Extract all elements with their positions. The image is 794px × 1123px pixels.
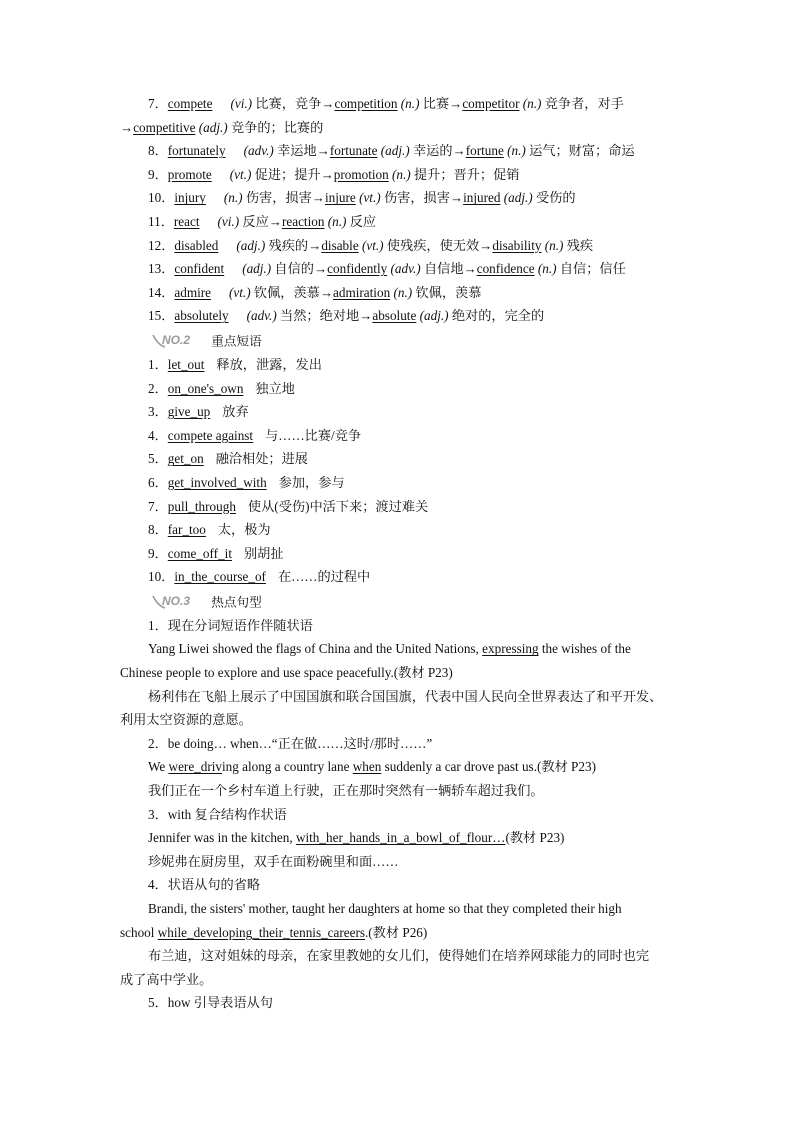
- derived-word: fortunate: [329, 143, 378, 159]
- part-of-speech: (adj.): [380, 143, 410, 159]
- phrase-meaning: 释放，泄露，发出: [216, 356, 322, 372]
- vocab-entry-continuation: [0, 116, 794, 140]
- meaning: 运气；财富；命运: [529, 143, 635, 159]
- vocab-entry: [0, 234, 794, 258]
- section-badge: NO.2: [148, 329, 208, 354]
- meaning: 自信；信任: [559, 261, 626, 277]
- meaning: 伤害，损害→: [245, 190, 325, 206]
- vocab-entry: [0, 304, 794, 328]
- derived-word: admiration: [333, 284, 391, 300]
- meaning: 幸运地→: [277, 143, 330, 159]
- pattern-title: 5．how 引导表语从句: [148, 995, 273, 1011]
- meaning: 残疾: [566, 237, 594, 253]
- headword: promote: [167, 166, 212, 182]
- part-of-speech: (n.): [507, 143, 526, 159]
- phrase: come_off_it: [167, 545, 232, 561]
- phrase: give_up: [167, 404, 211, 420]
- phrase: get_on: [167, 451, 204, 467]
- part-of-speech: (n.): [392, 166, 411, 182]
- section-title: 重点短语: [211, 334, 262, 349]
- example-en: Chinese people to explore and use space peacefully.(教材 P23): [120, 665, 453, 681]
- pattern-title: 4．状语从句的省略: [148, 877, 261, 893]
- example-en: Jennifer was in the kitchen, with_her_hands_in_a_bowl_of_flour…(教材 P23): [148, 830, 565, 846]
- example-en: We were_driving along a country lane when suddenly a car drove past us.(教材 P23): [148, 759, 596, 775]
- meaning: 比赛→: [422, 96, 463, 111]
- phrase-entry: 7．pull_through 使从(受伤)中活下来；渡过难关: [148, 498, 429, 514]
- derived-word: competitor: [462, 96, 520, 111]
- meaning: 竞争者，对手: [544, 96, 624, 111]
- meaning: 伤害，损害→: [383, 190, 464, 206]
- example-cn: 成了高中学业。: [120, 971, 213, 987]
- phrase-meaning: 使从(受伤)中活下来；渡过难关: [247, 498, 429, 514]
- arrow: →: [120, 119, 134, 135]
- entry-number: 15．: [148, 308, 175, 324]
- section-title: 热点句型: [211, 595, 262, 610]
- part-of-speech: (vt.): [361, 237, 384, 253]
- part-of-speech: (vt.): [229, 284, 251, 300]
- section-heading-patterns: [0, 589, 794, 614]
- meaning: 反应→: [242, 213, 282, 229]
- meaning: 受伤的: [535, 190, 576, 206]
- section-heading-phrases: [0, 328, 794, 353]
- pattern-title: 2．be doing… when…“正在做……这时/那时……”: [148, 735, 433, 751]
- example-en: Yang Liwei showed the flags of China and the United Nations, expressing the wishes of the: [148, 641, 631, 657]
- meaning: 反应: [349, 213, 377, 229]
- derived-word: confidence: [476, 261, 535, 277]
- section-badge: NO.3: [148, 590, 208, 615]
- part-of-speech: (adv.): [246, 308, 277, 324]
- part-of-speech: (adv.): [243, 143, 274, 159]
- phrase-entry: 10．in_the_course_of 在……的过程中: [148, 569, 371, 585]
- part-of-speech: (n.): [393, 284, 413, 300]
- phrase-entry: 3．give_up 放弃: [148, 404, 249, 420]
- example-cn: 杨利伟在飞船上展示了中国国旗和联合国国旗，代表中国人民向全世界表达了和平开发、: [148, 688, 663, 704]
- meaning: 比赛，竞争→: [255, 96, 335, 111]
- phrase-meaning: 与……比赛/竞争: [265, 427, 362, 443]
- entry-number: 11．: [148, 213, 174, 229]
- meaning: 提升；晋升；促销: [414, 166, 520, 182]
- vocab-entry: [0, 163, 794, 187]
- meaning: 使残疾，使无效→: [386, 237, 493, 253]
- phrase: get_involved_with: [167, 474, 267, 490]
- vocab-entry: [0, 257, 794, 281]
- entry-number: 8．: [148, 143, 168, 159]
- headword: compete: [167, 96, 213, 111]
- entry-number: 13．: [148, 261, 175, 277]
- entry-number: 14．: [148, 284, 175, 300]
- headword: react: [173, 213, 200, 229]
- meaning: 残疾的→: [268, 237, 322, 253]
- phrase-meaning: 在……的过程中: [277, 569, 371, 585]
- derived-word: competition: [334, 96, 398, 111]
- part-of-speech: (vt.): [359, 190, 381, 206]
- pattern-title: 1．现在分词短语作伴随状语: [148, 617, 313, 633]
- derived-word: injure: [325, 190, 356, 206]
- headword: injury: [174, 190, 206, 206]
- vocab-entry: [0, 210, 794, 234]
- phrase-entry: 1．let_out 释放，泄露，发出: [148, 356, 322, 372]
- example-cn: 利用太空资源的意愿。: [120, 712, 252, 728]
- phrase: on_one's_own: [167, 380, 244, 396]
- meaning: 自信地→: [423, 261, 477, 277]
- derived-word: confidently: [327, 261, 388, 277]
- part-of-speech: (vi.): [217, 213, 240, 229]
- phrase: in_the_course_of: [174, 569, 266, 585]
- phrase-entry: 4．compete against 与……比赛/竞争: [148, 427, 362, 443]
- meaning: 绝对的，完全的: [451, 308, 545, 324]
- example-en: school while_developing_their_tennis_careers.(教材 P26): [120, 924, 428, 940]
- document-body: [0, 92, 794, 1015]
- vocab-entry: [0, 186, 794, 210]
- phrase-entry: 2．on_one's_own 独立地: [148, 380, 295, 396]
- headword: fortunately: [167, 143, 226, 159]
- phrase-entry: 6．get_involved_with 参加，参与: [148, 474, 345, 490]
- pattern-title: 3．with 复合结构作状语: [148, 806, 287, 822]
- example-en: Brandi, the sisters' mother, taught her daughters at home so that they completed their high: [148, 901, 622, 916]
- phrase: let_out: [167, 356, 205, 372]
- derived-word: fortune: [465, 143, 504, 159]
- meaning: 促进；提升→: [254, 166, 334, 182]
- entry-number: 7．: [148, 96, 168, 111]
- headword: absolutely: [174, 308, 229, 324]
- meaning: 自信的→: [274, 261, 328, 277]
- part-of-speech: (adj.): [242, 261, 272, 277]
- part-of-speech: (adj.): [198, 119, 228, 135]
- part-of-speech: (n.): [522, 96, 542, 111]
- derived-word: reaction: [281, 213, 325, 229]
- vocab-entry: [0, 139, 794, 163]
- part-of-speech: (vt.): [229, 166, 252, 182]
- part-of-speech: (adj.): [503, 190, 533, 206]
- part-of-speech: (n.): [537, 261, 557, 277]
- phrase: compete against: [167, 427, 254, 443]
- entry-number: 9．: [148, 166, 168, 182]
- meaning: 当然；绝对地→: [280, 308, 373, 324]
- phrase-meaning: 独立地: [255, 380, 295, 396]
- phrase: far_too: [167, 522, 206, 538]
- part-of-speech: (n.): [544, 237, 564, 253]
- derived-word: injured: [463, 190, 501, 206]
- part-of-speech: (adj.): [236, 237, 266, 253]
- part-of-speech: (n.): [400, 96, 420, 111]
- part-of-speech: (adv.): [390, 261, 421, 277]
- phrase: pull_through: [167, 498, 236, 514]
- entry-number: 12．: [148, 237, 175, 253]
- phrase-meaning: 融洽相处；进展: [215, 451, 308, 467]
- part-of-speech: (n.): [327, 213, 347, 229]
- example-cn: 珍妮弗在厨房里，双手在面粉碗里和面……: [148, 853, 399, 869]
- derived-word: disable: [321, 237, 359, 253]
- phrase-entry: 9．come_off_it 别胡扯: [148, 545, 284, 561]
- headword: disabled: [174, 237, 219, 253]
- example-cn: 布兰迪，这对姐妹的母亲，在家里教她的女儿们，使得她们在培养网球能力的同时也完: [148, 948, 650, 964]
- headword: confident: [174, 261, 225, 277]
- meaning: 钦佩，羡慕→: [253, 284, 334, 300]
- derived-word: absolute: [372, 308, 417, 324]
- phrase-meaning: 太，极为: [217, 522, 271, 538]
- vocab-entry: [0, 92, 794, 116]
- meaning: 竞争的；比赛的: [230, 119, 324, 135]
- part-of-speech: (vi.): [230, 96, 253, 111]
- derived-word: disability: [492, 237, 542, 253]
- phrase-entry: 5．get_on 融洽相处；进展: [148, 451, 308, 467]
- part-of-speech: (n.): [223, 190, 243, 206]
- phrase-entry: 8．far_too 太，极为: [148, 522, 271, 538]
- phrase-meaning: 参加，参与: [278, 474, 345, 490]
- derived-word: competitive: [133, 119, 196, 135]
- part-of-speech: (adj.): [419, 308, 449, 324]
- vocab-entry: [0, 281, 794, 305]
- example-cn: 我们正在一个乡村车道上行驶，正在那时突然有一辆轿车超过我们。: [148, 783, 544, 799]
- phrase-meaning: 放弃: [222, 404, 249, 420]
- meaning: 幸运的→: [412, 143, 466, 159]
- entry-number: 10．: [148, 190, 175, 206]
- headword: admire: [174, 284, 211, 300]
- meaning: 钦佩，羡慕: [415, 284, 482, 300]
- phrase-meaning: 别胡扯: [244, 545, 284, 561]
- derived-word: promotion: [333, 166, 389, 182]
